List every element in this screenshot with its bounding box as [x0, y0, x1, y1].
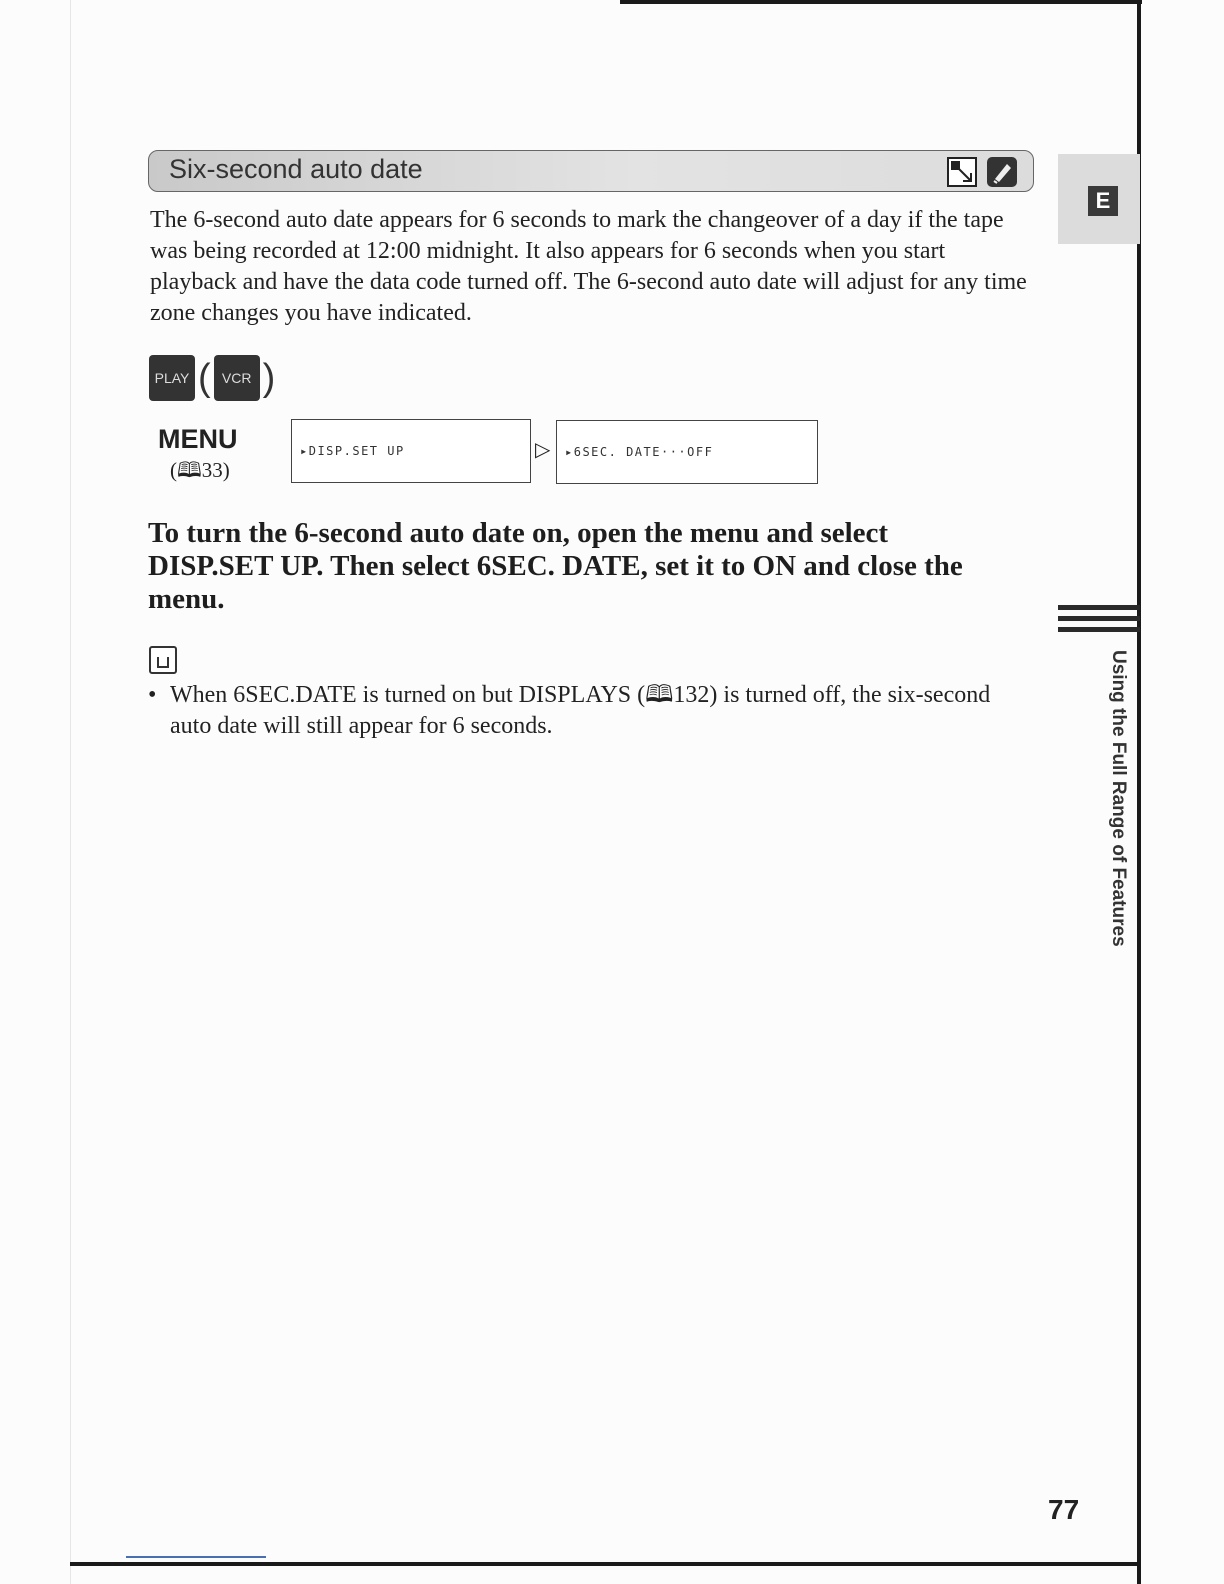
sidebar-lines: [1058, 605, 1140, 638]
open-paren: (: [198, 356, 211, 399]
vcr-mode-icon: VCR: [214, 355, 260, 401]
language-tab: [1058, 154, 1140, 244]
instruction-text: To turn the 6-second auto date on, open the menu and select DISP.SET UP. Then select 6SEC. DATE, set it to ON and close the menu.: [148, 517, 963, 615]
note-text: When 6SEC.DATE is turned on but DISPLAYS (🕮132) is turned off, the six-second auto date will still appear for 6 seconds.: [170, 682, 991, 739]
top-rule: [620, 0, 1142, 4]
section-title: Six-second auto date: [169, 154, 423, 184]
bottom-accent: [126, 1556, 266, 1558]
play-mode-icon: PLAY: [149, 355, 195, 401]
menu-label: MENU: [158, 424, 238, 454]
page-number: 77: [1048, 1494, 1080, 1525]
screen-arrow-icon: ▷: [535, 437, 551, 461]
section-title-bar: [148, 150, 1034, 192]
menu-page-ref: (🕮33): [170, 458, 230, 482]
menu-screen-2: [556, 420, 818, 484]
sidebar-section-label: Using the Full Range of Features: [1108, 650, 1129, 947]
bullet-mark: •: [148, 682, 157, 708]
page-edge-line: [70, 0, 71, 1584]
menu-screen-2-text: ▸6SEC. DATE···OFF: [565, 445, 714, 459]
intro-paragraph: The 6-second auto date appears for 6 seconds to mark the changeover of a day if the tape was being recorded at 12:00 midnight. It also appears for 6 seconds when you start playback and have the data code turned off. The 6-second auto date will adjust for any time zone changes you have indicated.: [150, 207, 1027, 326]
menu-screen-1: [291, 419, 531, 483]
note-icon: [149, 646, 177, 674]
tape-icon: [987, 157, 1017, 187]
close-paren: ): [262, 356, 276, 399]
mode-row: [149, 354, 278, 402]
language-tab-letter: E: [1088, 186, 1118, 216]
bottom-rule: [70, 1562, 1138, 1566]
menu-screen-1-text: ▸DISP.SET UP: [300, 444, 405, 458]
memory-card-icon: [947, 157, 977, 187]
